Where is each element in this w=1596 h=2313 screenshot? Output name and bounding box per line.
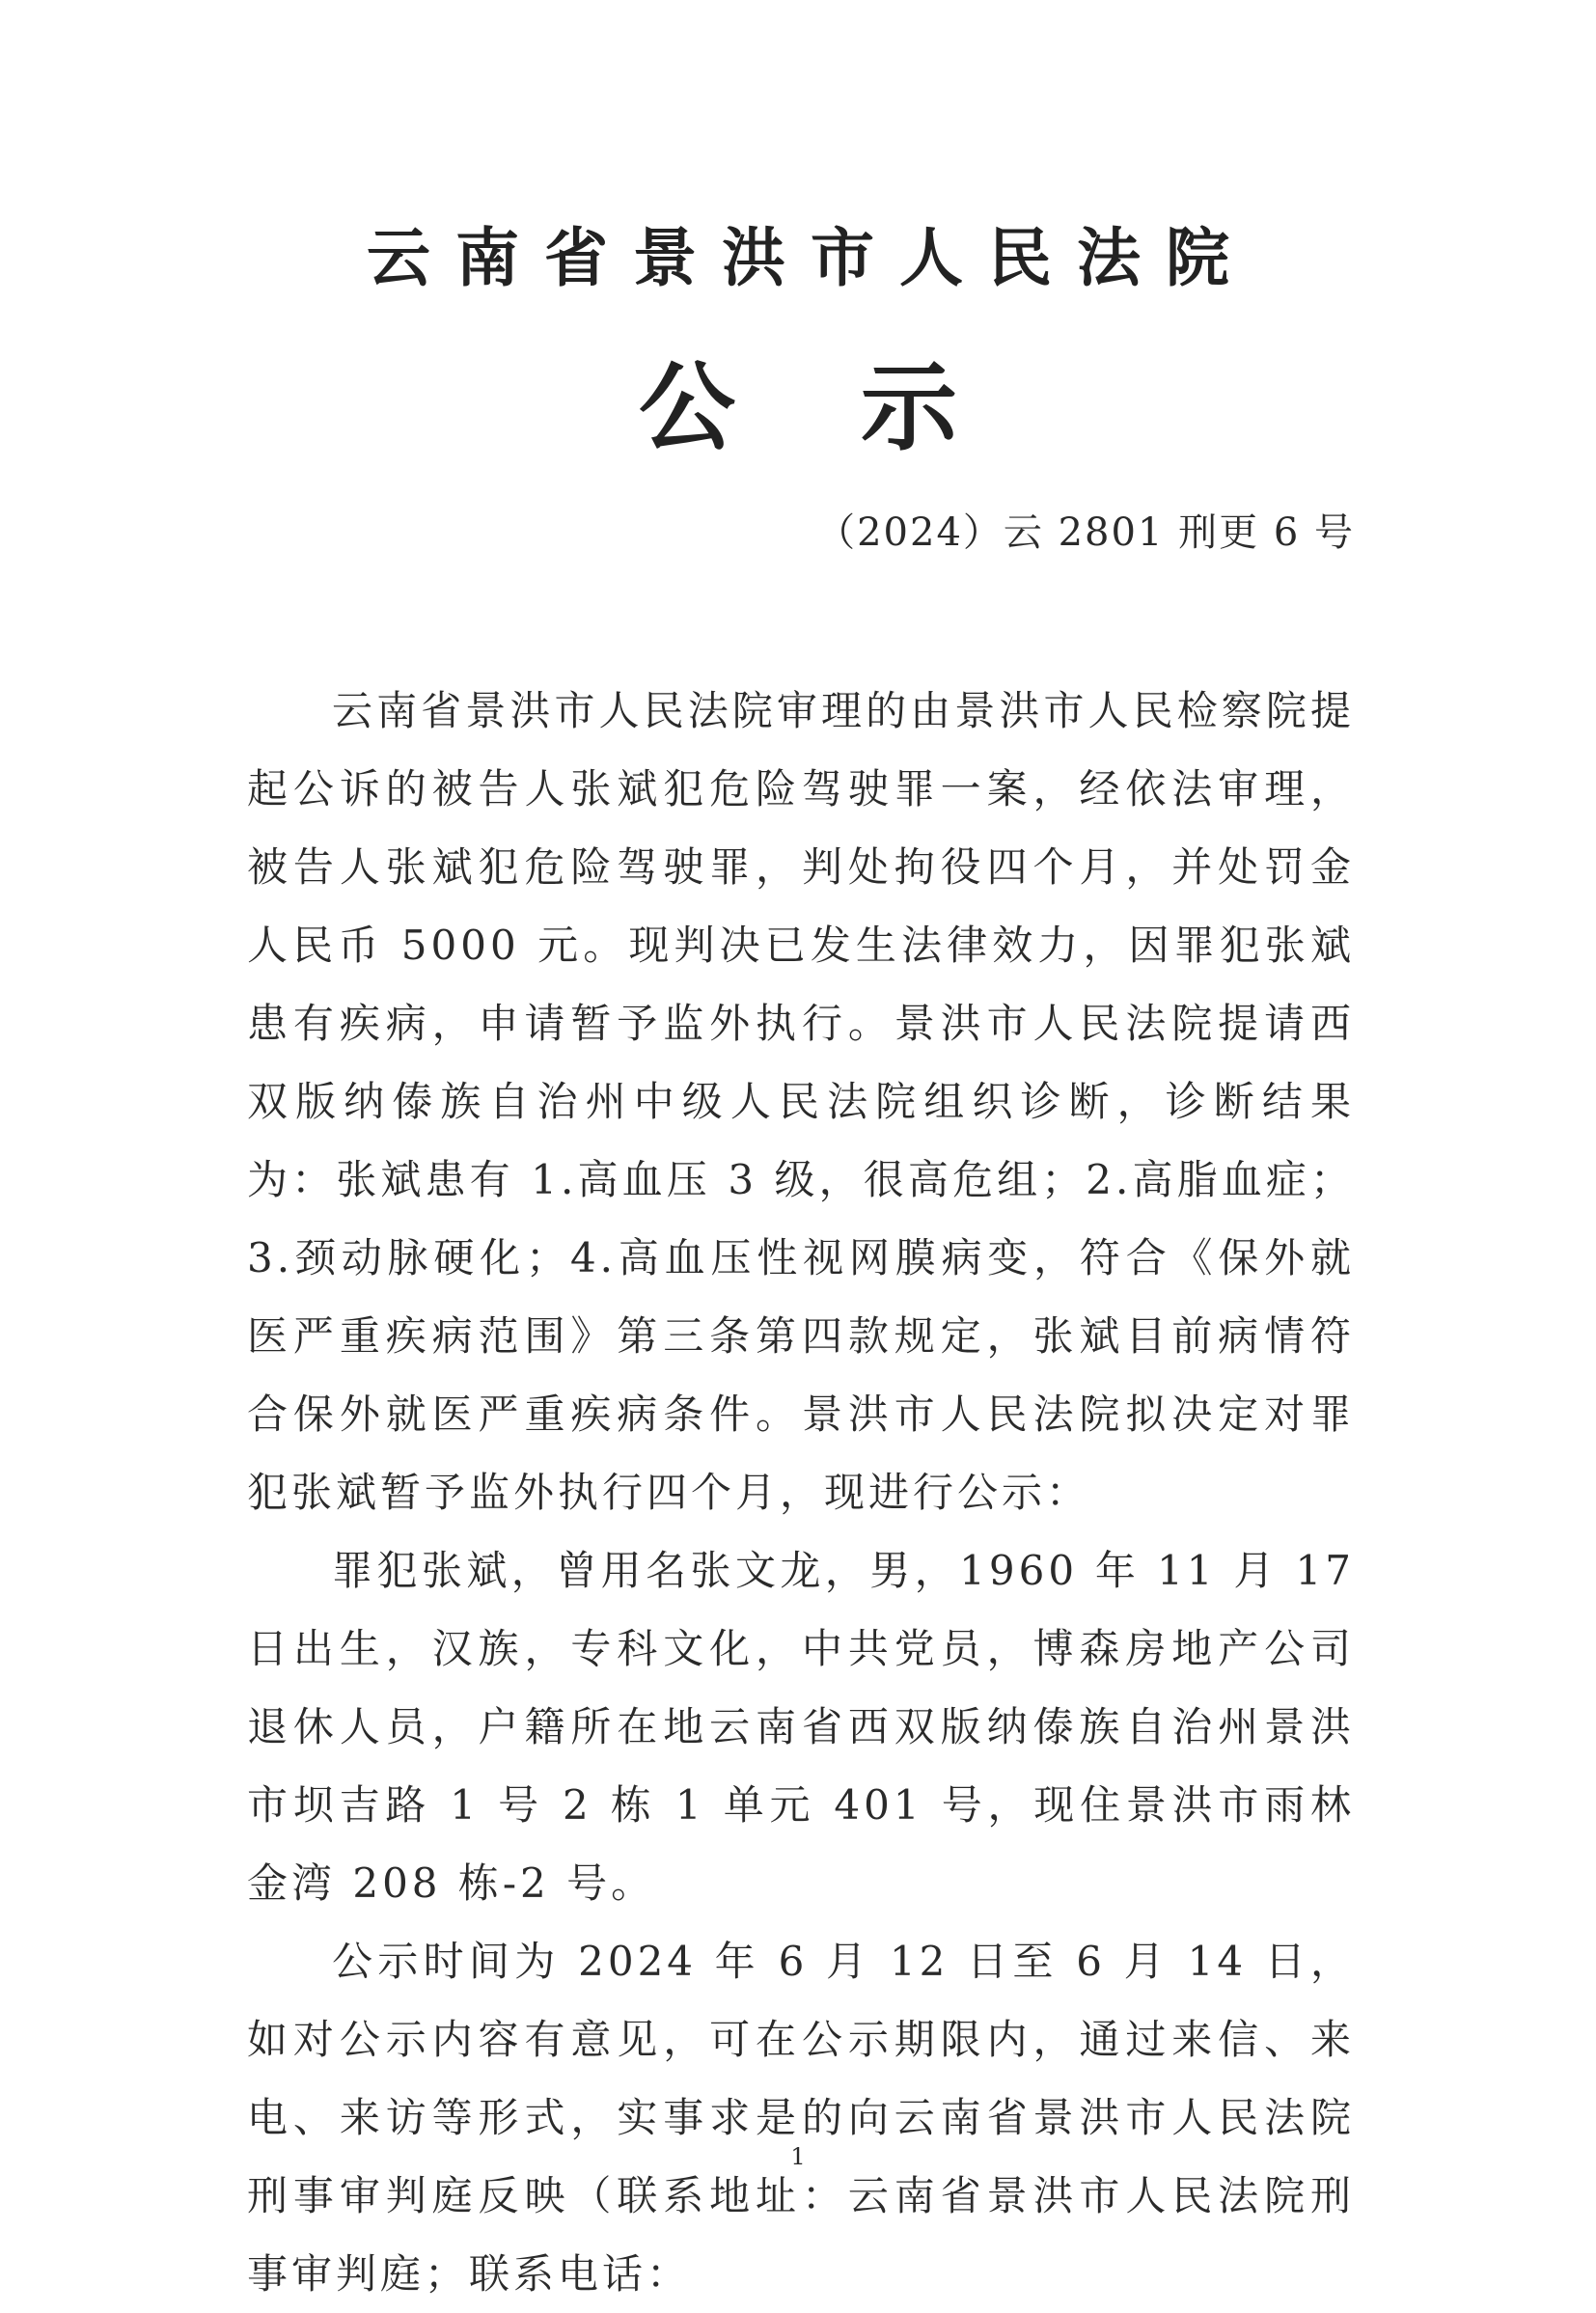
paragraph-offender-info: 罪犯张斌，曾用名张文龙，男，1960 年 11 月 17 日出生，汉族，专科文化，中共党员，博森房地产公司退休人员，户籍所在地云南省西双版纳傣族自治州景洪市坝吉路 1 号 2 栋 1 单元 401 号，现住景洪市雨林金湾 208 栋-2 号。 [247,1547,1355,1907]
document-type-title: 公示 [639,350,1083,464]
notice-body [247,672,1355,2313]
page-number: 1 [790,2143,806,2170]
paragraph-publicity-period: 公示时间为 2024 年 6 月 12 日至 6 月 14 日，如对公示内容有意见，可在公示期限内，通过来信、来电、来访等形式，实事求是的向云南省景洪市人民法院刑事审判庭反映（联系地址：云南省景洪市人民法院刑事审判庭；联系电话： [247,1938,1355,2298]
court-name-heading: 云南省景洪市人民法院 [367,220,1254,295]
case-number: （2024）云 2801 刑更 6 号 [816,510,1355,555]
paragraph-case-summary: 云南省景洪市人民法院审理的由景洪市人民检察院提起公诉的被告人张斌犯危险驾驶罪一案，经依法审理，被告人张斌犯危险驾驶罪，判处拘役四个月，并处罚金人民币 5000 元。现判决已发生法律效力，因罪犯张斌患有疾病，申请暂予监外执行。景洪市人民法院提请西双版纳傣族自治州中级人民法院组织诊断，诊断结果为：张斌患有 1.高血压 3 级，很高危组；2.高脂血症；3.颈动脉硬化；4.高血压性视网膜病变，符合《保外就医严重疾病范围》第三条第四款规定，张斌目前病情符合保外就医严重疾病条件。景洪市人民法院拟决定对罪犯张斌暂予监外执行四个月，现进行公示： [247,687,1355,1516]
